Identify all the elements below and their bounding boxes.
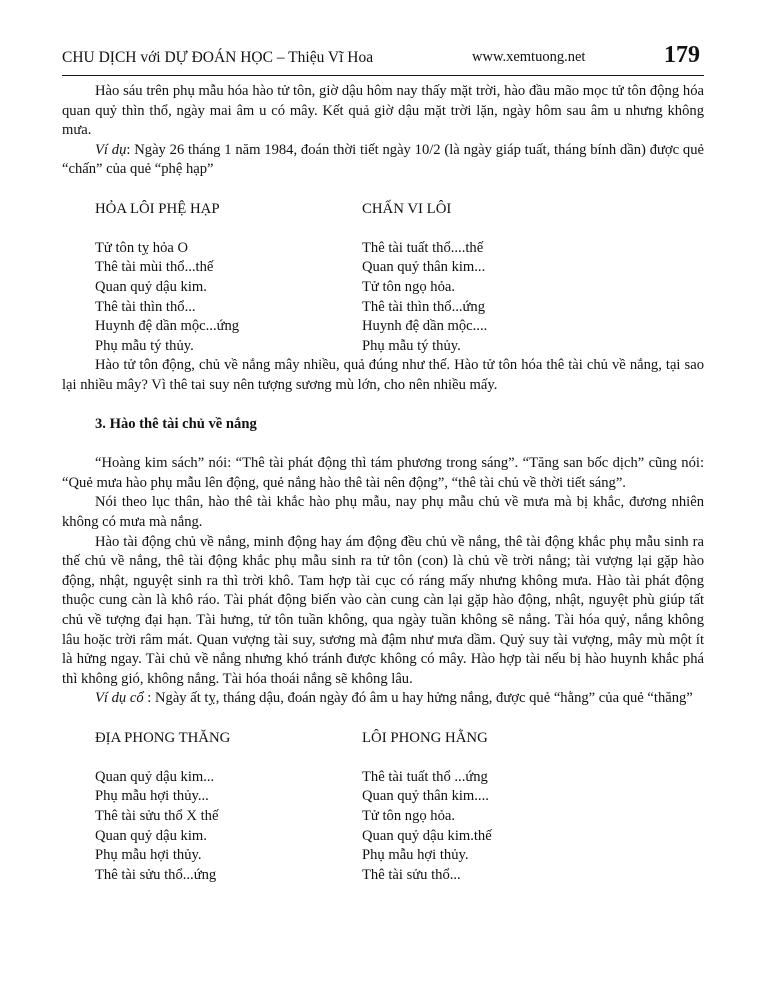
hexagram-line	[62, 827, 704, 847]
paragraph-2: Hào tử tôn động, chủ về nắng mây nhiều, quả đúng như thế. Hào tử tôn hóa thê tài chủ về nắng, tại sao lại nhiều mây? Vì thê tai suy nên tượng sương mù lớn, cho nên nhiều mấy.	[62, 357, 704, 393]
line-right: Tử tôn ngọ hỏa.	[362, 278, 456, 295]
hexagram-line	[62, 807, 704, 827]
line-right: Phụ mẫu tý thủy.	[362, 337, 461, 354]
line-right: Huynh đệ dần mộc....	[362, 318, 488, 335]
hexagram-title: ĐỊA PHONG THĂNG	[95, 729, 231, 746]
hexagram-title: HỎA LÔI PHỆ HẠP	[95, 200, 220, 217]
hexagram-line	[62, 278, 704, 298]
page-number: 179	[664, 42, 700, 68]
hexagram-line	[62, 258, 704, 278]
example-text: : Ngày 26 tháng 1 năm 1984, đoán thời tiết ngày 10/2 (là ngày giáp tuất, tháng bính dần) được quẻ “chấn” của quẻ “phệ hạp”	[62, 141, 704, 178]
example-2	[62, 689, 704, 709]
line-left: Thê tài thìn thổ...	[95, 298, 196, 315]
example-label: Ví dụ	[95, 141, 127, 158]
page-header	[62, 42, 704, 76]
hexagram-line	[62, 317, 704, 337]
line-left: Tử tôn tỵ hỏa O	[95, 239, 189, 256]
line-right: Quan quỷ thân kim....	[362, 788, 489, 805]
hexagram-2-titles	[62, 729, 704, 749]
line-left: Quan quỷ dậu kim.	[95, 827, 207, 844]
hexagram-line	[62, 866, 704, 886]
hexagram-1-titles	[62, 200, 704, 220]
line-left: Huynh đệ dần mộc...ứng	[95, 318, 240, 335]
hexagram-line	[62, 846, 704, 866]
line-right: Quan quỷ dậu kim.thế	[362, 827, 492, 844]
line-right: Thê tài tuất thổ....thế	[362, 239, 484, 256]
paragraph-1: Hào sáu trên phụ mẫu hóa hào tử tôn, giờ dậu hôm nay thấy mặt trời, hào đầu mão mọc tử tôn động hóa quan quỷ thìn thổ, ngày mai âm u có mây. Kết quả giờ dậu mặt trời lặn, ngày hôm sau âm u nhưng không mưa.	[62, 83, 704, 139]
section-heading: 3. Hào thê tài chủ về nắng	[95, 416, 257, 433]
hexagram-title: LÔI PHONG HẰNG	[362, 729, 488, 746]
page-content	[62, 82, 704, 885]
example-1	[62, 141, 704, 180]
line-left: Thê tài sửu thổ...ứng	[95, 866, 217, 883]
hexagram-line	[62, 787, 704, 807]
hexagram-line	[62, 337, 704, 357]
hexagram-line	[62, 768, 704, 788]
line-right: Thê tài sửu thổ...	[362, 866, 461, 883]
line-right: Quan quỷ thân kim...	[362, 259, 486, 276]
line-left: Phụ mẫu hợi thủy...	[95, 788, 209, 805]
website-url: www.xemtuong.net	[472, 49, 586, 65]
line-left: Phụ mẫu tý thủy.	[95, 337, 194, 354]
example-label: Ví dụ cổ	[95, 690, 144, 707]
line-right: Tử tôn ngọ hỏa.	[362, 807, 456, 824]
line-right: Thê tài thìn thổ...ứng	[362, 298, 486, 315]
line-right: Thê tài tuất thổ ...ứng	[362, 768, 488, 785]
line-left: Phụ mẫu hợi thủy.	[95, 847, 202, 864]
paragraph-5: Hào tài động chủ về nắng, minh động hay ám động đều chủ về nắng, thê tài động khắc phụ mẫu sinh ra thế chủ về nắng, thê tài động khắc phụ mẫu sinh ra tử tôn (con) là chủ về trời nắng; tài vượng lại gặp hào động, nhật, nguyệt sinh ra thì trời khô. Tam hợp tài cục có ráng mấy nhưng không mưa. Hào tài phát động thuộc cung càn là khô ráo. Tài phát động biến vào càn cung càn lại gặp hào động, nhật, nguyệt phù giúp tất chủ về tượng đại hạn. Tài hưng, tử tôn tuần không, qua ngày tuần không sẽ nắng. Tài hóa quỷ, nắng không lâu hoặc trời râm mát. Quan vượng tài suy, sương mà đậm như mưa dầm. Quỷ suy tài vượng, mây mù một ít là hửng ngay. Tài chủ về nắng nhưng khó tránh được không có mây. Hào hợp tài nếu bị hào huynh khắc phá thì không gió, không nắng. Tài hóa thoái nắng sẽ không lâu.	[62, 533, 704, 687]
line-left: Quan quỷ dậu kim...	[95, 768, 215, 785]
hexagram-title: CHẤN VI LÔI	[362, 200, 452, 217]
example-text: : Ngày ất tỵ, tháng dậu, đoán ngày đó âm u hay hửng nắng, được quẻ “hằng” của quẻ “thăng”	[143, 690, 693, 707]
paragraph-4: Nói theo lục thân, hào thê tài khắc hào phụ mẫu, nay phụ mẫu chủ về mưa mà bị khắc, đương nhiên không có mưa mà nắng.	[62, 494, 704, 531]
line-right: Phụ mẫu hợi thủy.	[362, 847, 469, 864]
paragraph-3: “Hoàng kim sách” nói: “Thê tài phát động thì tám phương trong sáng”. “Tăng san bốc dịch” cũng nói: “Quẻ mưa hào phụ mẫu lên động, quẻ nắng hào thê tài nên động”, “thê tài chủ về thời tiết sáng”.	[62, 455, 704, 491]
hexagram-line	[62, 239, 704, 259]
book-title: CHU DỊCH với DỰ ĐOÁN HỌC – Thiệu Vĩ Hoa	[62, 49, 374, 66]
header-rule	[62, 75, 704, 76]
line-left: Thê tài mùi thổ...thế	[95, 259, 214, 276]
line-left: Thê tài sửu thổ X thế	[95, 807, 219, 824]
hexagram-line	[62, 298, 704, 318]
line-left: Quan quỷ dậu kim.	[95, 278, 207, 295]
